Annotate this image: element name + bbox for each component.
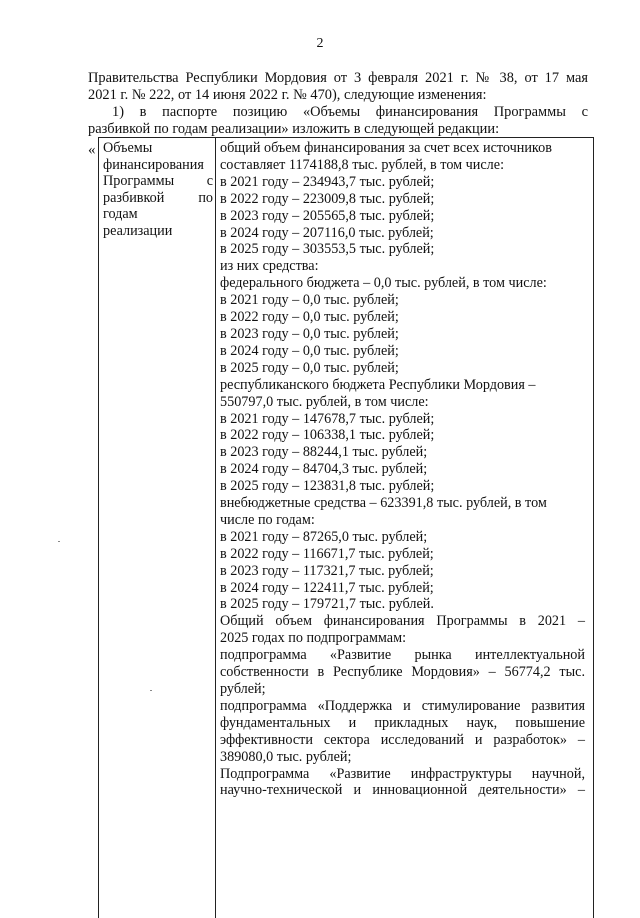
- content-line: в 2023 году – 205565,8 тыс. рублей;: [220, 207, 435, 224]
- content-line: внебюджетные средства – 623391,8 тыс. рублей, в том: [220, 495, 547, 512]
- scan-mark: [150, 690, 152, 691]
- label-word: по: [198, 189, 213, 206]
- content-line: в 2024 году – 122411,7 тыс. рублей;: [220, 579, 434, 596]
- content-line: из них средства:: [220, 258, 319, 275]
- content-line: Общий объем финансирования Программы в 2021 –: [220, 613, 585, 630]
- content-line: подпрограмма «Развитие рынка интеллектуальной: [220, 647, 585, 664]
- content-line: эффективности сектора исследований и разработок» –: [220, 731, 585, 748]
- content-line: общий объем финансирования за счет всех источников: [220, 140, 552, 156]
- content-line: в 2025 году – 123831,8 тыс. рублей;: [220, 478, 435, 495]
- content-line: в 2021 году – 234943,7 тыс. рублей;: [220, 173, 435, 190]
- content-line: в 2023 году – 88244,1 тыс. рублей;: [220, 444, 428, 461]
- content-line: в 2025 году – 0,0 тыс. рублей;: [220, 359, 399, 376]
- label-line: реализации: [103, 222, 173, 239]
- content-line: в 2022 году – 223009,8 тыс. рублей;: [220, 190, 435, 207]
- intro-paragraph-2: [88, 104, 588, 138]
- left-cell-label: [103, 140, 213, 240]
- content-line: рублей;: [220, 681, 266, 697]
- intro-line: 1) в паспорте позицию «Объемы финансирования Программы с: [112, 104, 588, 120]
- label-word: с: [206, 173, 213, 190]
- content-line: в 2021 году – 147678,7 тыс. рублей;: [220, 410, 435, 427]
- financing-table: [98, 137, 594, 918]
- column-divider: [215, 138, 216, 918]
- intro-line: разбивкой по годам реализации» изложить в следующей редакции:: [88, 121, 500, 137]
- content-line: в 2023 году – 0,0 тыс. рублей;: [220, 325, 399, 342]
- content-line: в 2022 году – 116671,7 тыс. рублей;: [220, 545, 434, 562]
- content-line: фундаментальных и прикладных наук, повышение: [220, 714, 585, 731]
- label-line: [103, 173, 213, 190]
- label-word: разбивкой: [103, 189, 165, 206]
- content-line: 550797,0 тыс. рублей, в том числе:: [220, 393, 429, 410]
- content-line: в 2023 году – 117321,7 тыс. рублей;: [220, 562, 434, 579]
- content-line: в 2024 году – 0,0 тыс. рублей;: [220, 342, 399, 359]
- content-line: 389080,0 тыс. рублей;: [220, 748, 352, 765]
- label-line: [103, 190, 213, 207]
- content-line: 2025 годах по подпрограммам:: [220, 630, 407, 647]
- opening-quote: «: [88, 142, 96, 158]
- content-line: в 2022 году – 106338,1 тыс. рублей;: [220, 427, 435, 444]
- content-line: в 2024 году – 84704,3 тыс. рублей;: [220, 461, 428, 478]
- content-line: в 2021 году – 0,0 тыс. рублей;: [220, 292, 399, 309]
- content-line: составляет 1174188,8 тыс. рублей, в том числе:: [220, 156, 505, 173]
- content-line: в 2021 году – 87265,0 тыс. рублей;: [220, 528, 428, 545]
- content-line: в 2024 году – 207116,0 тыс. рублей;: [220, 224, 434, 241]
- content-line: собственности в Республике Мордовия» – 56774,2 тыс.: [220, 664, 585, 681]
- content-line: подпрограмма «Поддержка и стимулирование развития: [220, 697, 585, 714]
- content-line: научно-технической и инновационной деятельности» –: [220, 782, 585, 799]
- intro-line: 2021 г. № 222, от 14 июня 2022 г. № 470), следующие изменения:: [88, 87, 487, 103]
- content-line: числе по годам:: [220, 511, 315, 528]
- content-line: в 2025 году – 179721,7 тыс. рублей.: [220, 596, 434, 613]
- content-line: в 2022 году – 0,0 тыс. рублей;: [220, 309, 399, 326]
- content-line: республиканского бюджета Республики Мордовия –: [220, 376, 536, 393]
- content-line: в 2025 году – 303553,5 тыс. рублей;: [220, 241, 435, 258]
- label-word: Программы: [103, 173, 175, 190]
- content-line: Подпрограмма «Развитие инфраструктуры научной,: [220, 765, 585, 782]
- intro-line: Правительства Республики Мордовия от 3 февраля 2021 г. № 38, от 17 мая: [88, 70, 588, 86]
- right-cell-content: [220, 140, 585, 799]
- label-line: финансирования: [103, 156, 204, 173]
- content-line: федерального бюджета – 0,0 тыс. рублей, в том числе:: [220, 275, 547, 292]
- intro-paragraph-1: [88, 70, 588, 104]
- label-line: годам: [103, 206, 138, 223]
- label-line: Объемы: [103, 140, 153, 156]
- scan-mark: [58, 541, 60, 542]
- page-number: 2: [316, 36, 324, 51]
